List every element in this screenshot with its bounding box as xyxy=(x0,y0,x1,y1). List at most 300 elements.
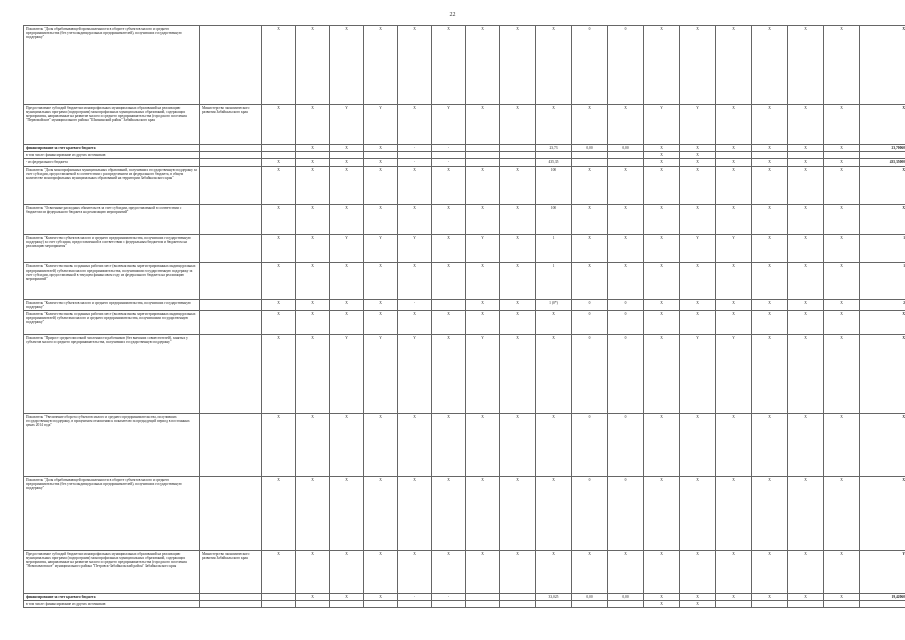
cell-value: X xyxy=(716,311,752,335)
cell-value: X xyxy=(296,235,330,263)
row-name: Показатель "Доля монопрофильных муниципальных образований, получивших государственную поддержку за счет субсидии, предоставляемой в соответствии с распределением из федерального бюджета, в общем количестве монопрофильных муниципальных образований на территории Забайкальского края" xyxy=(24,166,200,204)
cell-value: X xyxy=(644,476,680,551)
cell-value: X xyxy=(330,476,364,551)
cell-value: X xyxy=(788,551,824,593)
cell-value: - xyxy=(398,593,432,600)
cell-value: 0,00 xyxy=(608,145,644,152)
cell-value: X xyxy=(752,335,788,414)
cell-value: 23,73 xyxy=(536,145,572,152)
cell-value: X xyxy=(644,145,680,152)
row-executor xyxy=(200,476,262,551)
cell-value: X xyxy=(330,166,364,204)
cell-value: 0 xyxy=(572,299,608,310)
cell-value: X xyxy=(262,26,296,105)
row-executor xyxy=(200,263,262,299)
cell-value: X xyxy=(680,159,716,166)
cell-value: X xyxy=(644,551,680,593)
table-row xyxy=(24,204,905,234)
cell-value: X xyxy=(432,235,466,263)
cell-value xyxy=(608,159,644,166)
cell-value xyxy=(262,152,296,159)
page-number: 22 xyxy=(449,12,456,18)
cell-value: X xyxy=(500,299,536,310)
cell-value: X xyxy=(500,311,536,335)
cell-value: X xyxy=(644,152,680,159)
cell-value: X xyxy=(466,299,500,310)
cell-value: X xyxy=(824,335,860,414)
table-row xyxy=(24,600,905,607)
cell-value: X xyxy=(644,593,680,600)
cell-value xyxy=(364,600,398,607)
table-row xyxy=(24,476,905,551)
table-row xyxy=(24,299,905,310)
cell-value: 0 xyxy=(608,413,644,476)
cell-value xyxy=(788,152,824,159)
cell-value: Y xyxy=(330,104,364,144)
cell-value: 0,00 xyxy=(608,593,644,600)
table-row xyxy=(24,551,905,593)
cell-value: Y xyxy=(644,104,680,144)
cell-value xyxy=(608,600,644,607)
cell-value: X xyxy=(788,413,824,476)
cell-value: X xyxy=(752,413,788,476)
table-row xyxy=(24,166,905,204)
cell-value: X xyxy=(680,311,716,335)
row-executor xyxy=(200,159,262,166)
cell-value xyxy=(500,145,536,152)
cell-value: X xyxy=(296,159,330,166)
table-row xyxy=(24,145,905,152)
cell-value: 0 xyxy=(608,335,644,414)
cell-value: X xyxy=(432,335,466,414)
cell-value xyxy=(500,159,536,166)
cell-value: X xyxy=(262,551,296,593)
row-name: Показатель "Прирост среднесписочной численности работников (без внешних совместителей), занятых у субъектов малого и среднего предпринимательства, получивших государственную поддержку" xyxy=(24,335,200,414)
row-executor xyxy=(200,600,262,607)
cell-value: 1 xyxy=(860,235,905,263)
cell-value: X xyxy=(644,311,680,335)
row-name: Показатель "Доля обрабатывающей промышленности в обороте субъектов малого и среднего предпринимательства (без учета индивидуальных предпринимателей), получивших государственную поддержку" xyxy=(24,26,200,105)
row-executor xyxy=(200,235,262,263)
cell-value: X xyxy=(572,104,608,144)
cell-value: 0,00 xyxy=(572,145,608,152)
cell-value: X xyxy=(644,26,680,105)
table-row xyxy=(24,159,905,166)
cell-value: X xyxy=(536,413,572,476)
cell-value: X xyxy=(860,166,905,204)
cell-value xyxy=(536,600,572,607)
cell-value: X xyxy=(296,476,330,551)
cell-value: X xyxy=(788,159,824,166)
cell-value: X xyxy=(608,204,644,234)
cell-value xyxy=(262,600,296,607)
cell-value: X xyxy=(262,263,296,299)
cell-value: X xyxy=(824,311,860,335)
cell-value: X xyxy=(824,235,860,263)
row-name: Показатель "Увеличение оборота субъектов малого и среднего предпринимательства, получивших государственную поддержку, в процентном отношении к показателю за предыдущий период в постоянных ценах 2014 года" xyxy=(24,413,200,476)
cell-value: X xyxy=(824,145,860,152)
cell-value xyxy=(500,152,536,159)
cell-value: X xyxy=(572,551,608,593)
cell-value: Y xyxy=(860,551,905,593)
cell-value: Y xyxy=(330,235,364,263)
cell-value: Y xyxy=(364,104,398,144)
cell-value: X xyxy=(824,476,860,551)
cell-value: X xyxy=(262,204,296,234)
cell-value: X xyxy=(296,593,330,600)
cell-value: X xyxy=(572,204,608,234)
cell-value: 0 xyxy=(572,26,608,105)
cell-value: X xyxy=(824,104,860,144)
cell-value: X xyxy=(500,551,536,593)
table-row xyxy=(24,235,905,263)
cell-value: X xyxy=(716,204,752,234)
cell-value: X xyxy=(680,152,716,159)
cell-value: X xyxy=(536,26,572,105)
cell-value: X xyxy=(644,600,680,607)
cell-value: Y xyxy=(364,335,398,414)
cell-value: Y xyxy=(330,335,364,414)
cell-value: X xyxy=(680,299,716,310)
cell-value: X xyxy=(364,166,398,204)
cell-value: X xyxy=(536,311,572,335)
table-row xyxy=(24,26,905,105)
cell-value: 0 xyxy=(608,311,644,335)
cell-value: X xyxy=(752,145,788,152)
cell-value: - xyxy=(398,145,432,152)
cell-value: X xyxy=(296,299,330,310)
cell-value: X xyxy=(752,551,788,593)
cell-value: Y xyxy=(680,335,716,414)
cell-value: X xyxy=(364,263,398,299)
cell-value: X xyxy=(644,263,680,299)
cell-value: X xyxy=(262,311,296,335)
cell-value: X xyxy=(752,26,788,105)
cell-value: X xyxy=(752,299,788,310)
cell-value: 0 xyxy=(572,335,608,414)
cell-value: X xyxy=(572,235,608,263)
cell-value: X xyxy=(296,551,330,593)
cell-value xyxy=(466,145,500,152)
cell-value: X xyxy=(466,26,500,105)
table-row xyxy=(24,593,905,600)
cell-value: X xyxy=(398,476,432,551)
cell-value: Y xyxy=(466,235,500,263)
row-executor: Министерство экономического развития Забайкальского края xyxy=(200,551,262,593)
cell-value: - xyxy=(398,159,432,166)
cell-value: 0,00 xyxy=(572,593,608,600)
cell-value: X xyxy=(788,593,824,600)
row-name: финансирование за счет краевого бюджета xyxy=(24,593,200,600)
cell-value: X xyxy=(262,235,296,263)
row-executor xyxy=(200,311,262,335)
cell-value xyxy=(364,152,398,159)
cell-value: 33,025 xyxy=(536,593,572,600)
cell-value: Y xyxy=(432,104,466,144)
cell-value: X xyxy=(364,551,398,593)
cell-value: - xyxy=(398,299,432,310)
cell-value: X xyxy=(466,476,500,551)
cell-value xyxy=(432,600,466,607)
cell-value: X xyxy=(680,166,716,204)
table-row xyxy=(24,104,905,144)
cell-value: 19,42060 xyxy=(860,593,905,600)
cell-value: X xyxy=(398,26,432,105)
cell-value xyxy=(860,600,905,607)
table-body xyxy=(24,26,905,608)
cell-value: 1 xyxy=(536,235,572,263)
cell-value: X xyxy=(752,476,788,551)
cell-value: X xyxy=(330,299,364,310)
cell-value: X xyxy=(824,159,860,166)
cell-value: X xyxy=(296,104,330,144)
cell-value: 435,35 xyxy=(536,159,572,166)
cell-value xyxy=(500,600,536,607)
cell-value: X xyxy=(608,235,644,263)
cell-value: X xyxy=(500,166,536,204)
cell-value: 0 xyxy=(608,26,644,105)
cell-value: X xyxy=(752,166,788,204)
cell-value: X xyxy=(364,26,398,105)
cell-value: X xyxy=(296,26,330,105)
cell-value: X xyxy=(608,263,644,299)
cell-value: X xyxy=(860,26,905,105)
cell-value: X xyxy=(500,413,536,476)
cell-value xyxy=(824,600,860,607)
cell-value: X xyxy=(860,104,905,144)
cell-value: X xyxy=(608,166,644,204)
cell-value: X xyxy=(716,413,752,476)
cell-value: X xyxy=(262,476,296,551)
cell-value: 100 xyxy=(536,166,572,204)
cell-value: 1 xyxy=(860,263,905,299)
cell-value: X xyxy=(788,166,824,204)
cell-value: X xyxy=(466,166,500,204)
cell-value: X xyxy=(398,413,432,476)
row-executor xyxy=(200,299,262,310)
cell-value xyxy=(716,152,752,159)
cell-value: X xyxy=(364,204,398,234)
cell-value: 2 xyxy=(860,299,905,310)
cell-value: X xyxy=(432,26,466,105)
cell-value: 1 xyxy=(536,263,572,299)
cell-value: X xyxy=(644,166,680,204)
cell-value: X xyxy=(466,413,500,476)
cell-value: X xyxy=(788,263,824,299)
row-executor xyxy=(200,166,262,204)
cell-value: X xyxy=(716,145,752,152)
cell-value: - xyxy=(432,145,466,152)
cell-value: Y xyxy=(466,335,500,414)
cell-value xyxy=(398,600,432,607)
cell-value: X xyxy=(752,159,788,166)
cell-value: X xyxy=(716,159,752,166)
row-executor xyxy=(200,204,262,234)
cell-value: X xyxy=(644,335,680,414)
cell-value: Y xyxy=(364,235,398,263)
cell-value: X xyxy=(824,299,860,310)
cell-value: X xyxy=(432,263,466,299)
row-executor xyxy=(200,145,262,152)
cell-value: X xyxy=(398,551,432,593)
cell-value: Y xyxy=(680,235,716,263)
cell-value xyxy=(572,152,608,159)
cell-value: X xyxy=(788,26,824,105)
cell-value: X xyxy=(716,104,752,144)
cell-value xyxy=(466,159,500,166)
cell-value: X xyxy=(716,263,752,299)
cell-value: X xyxy=(680,413,716,476)
cell-value: X xyxy=(432,166,466,204)
row-name: Показатель "Количество вновь созданных рабочих мест (включая вновь зарегистрированных индивидуальных предпринимателей) субъектами малого предпринимательства, получившими государственную поддержку за счет субсидии, предоставленной в текущем финансовом году из федерального бюджета на реализацию мероприятий" xyxy=(24,263,200,299)
cell-value: X xyxy=(330,159,364,166)
cell-value: X xyxy=(398,204,432,234)
cell-value: X xyxy=(466,311,500,335)
cell-value: X xyxy=(500,204,536,234)
cell-value: X xyxy=(262,335,296,414)
cell-value: 23,70060 xyxy=(860,145,905,152)
cell-value xyxy=(432,299,466,310)
cell-value: X xyxy=(572,263,608,299)
cell-value xyxy=(752,600,788,607)
row-executor xyxy=(200,335,262,414)
cell-value: X xyxy=(364,311,398,335)
cell-value: Y xyxy=(680,104,716,144)
cell-value xyxy=(432,152,466,159)
cell-value: X xyxy=(824,413,860,476)
cell-value: X xyxy=(296,311,330,335)
cell-value: X xyxy=(364,593,398,600)
cell-value: X xyxy=(466,104,500,144)
row-name: Показатель "Количество субъектов малого и среднего предпринимательства, получивших государственную поддержку" xyxy=(24,299,200,310)
cell-value: X xyxy=(824,204,860,234)
row-name: Показатель "Освоенные расходных обязательств за счет субсидии, предоставленной в соответствии с бюджетом из федерального бюджета на реализацию мероприятий" xyxy=(24,204,200,234)
cell-value: X xyxy=(752,204,788,234)
row-executor xyxy=(200,413,262,476)
cell-value xyxy=(500,593,536,600)
cell-value: 1 (0*) xyxy=(536,299,572,310)
cell-value: X xyxy=(860,476,905,551)
cell-value: X xyxy=(680,600,716,607)
row-name: в том числе: финансирование из других источников: xyxy=(24,152,200,159)
row-name: Показатель "Количество субъектов малого и среднего предпринимательства, получивших государственную поддержку) за счет субсидии, предоставленной в соответствии с федеральным бюджетом и бюджетом на реализацию мероприятия" xyxy=(24,235,200,263)
cell-value: X xyxy=(296,145,330,152)
row-name: Показатель "Доля обрабатывающей промышленности в обороте субъектов малого и среднего предпринимательства (без учета индивидуальных предпринимателей), получивших государственную поддержку" xyxy=(24,476,200,551)
cell-value: X xyxy=(296,335,330,414)
cell-value: X xyxy=(860,204,905,234)
cell-value: X xyxy=(788,235,824,263)
cell-value: X xyxy=(680,26,716,105)
cell-value: X xyxy=(680,204,716,234)
cell-value: Y xyxy=(398,235,432,263)
cell-value: X xyxy=(330,204,364,234)
cell-value: X xyxy=(330,26,364,105)
cell-value: X xyxy=(608,104,644,144)
cell-value: 0 xyxy=(608,476,644,551)
row-name: финансирование за счет краевого бюджета xyxy=(24,145,200,152)
cell-value: X xyxy=(432,551,466,593)
cell-value xyxy=(262,593,296,600)
cell-value: X xyxy=(536,104,572,144)
cell-value: X xyxy=(432,476,466,551)
cell-value: - xyxy=(432,593,466,600)
cell-value: X xyxy=(680,263,716,299)
cell-value: 0 xyxy=(608,299,644,310)
cell-value xyxy=(398,152,432,159)
cell-value: X xyxy=(330,311,364,335)
cell-value: Y xyxy=(398,335,432,414)
cell-value: X xyxy=(644,159,680,166)
cell-value: X xyxy=(500,476,536,551)
cell-value: X xyxy=(680,593,716,600)
cell-value: X xyxy=(680,476,716,551)
cell-value: X xyxy=(262,104,296,144)
cell-value: X xyxy=(364,476,398,551)
cell-value xyxy=(296,600,330,607)
cell-value xyxy=(466,152,500,159)
cell-value: X xyxy=(680,551,716,593)
cell-value xyxy=(262,145,296,152)
cell-value xyxy=(788,600,824,607)
cell-value: X xyxy=(644,413,680,476)
table-row xyxy=(24,311,905,335)
cell-value: X xyxy=(752,311,788,335)
cell-value: 0 xyxy=(572,476,608,551)
cell-value: X xyxy=(536,335,572,414)
table-row xyxy=(24,263,905,299)
cell-value: X xyxy=(644,299,680,310)
cell-value: X xyxy=(860,413,905,476)
cell-value: X xyxy=(364,299,398,310)
row-name: - из федерального бюджета xyxy=(24,159,200,166)
row-executor: Министерство экономического развития Забайкальского края xyxy=(200,104,262,144)
cell-value: X xyxy=(432,204,466,234)
cell-value xyxy=(466,593,500,600)
cell-value: X xyxy=(824,166,860,204)
cell-value: X xyxy=(330,551,364,593)
row-name: Показатель "Количество вновь созданных рабочих мест (включая вновь зарегистрированных индивидуальных предпринимателей) субъектами малого и среднего предпринимательства, получившими государственную поддержку" xyxy=(24,311,200,335)
cell-value: X xyxy=(644,235,680,263)
cell-value xyxy=(330,600,364,607)
cell-value: X xyxy=(296,166,330,204)
cell-value: X xyxy=(680,145,716,152)
cell-value xyxy=(860,152,905,159)
cell-value: X xyxy=(824,263,860,299)
cell-value: X xyxy=(716,593,752,600)
cell-value: X xyxy=(296,263,330,299)
row-executor xyxy=(200,152,262,159)
cell-value xyxy=(716,600,752,607)
cell-value: X xyxy=(536,551,572,593)
cell-value: X xyxy=(608,551,644,593)
cell-value: Y xyxy=(716,335,752,414)
cell-value: X xyxy=(788,335,824,414)
cell-value: X xyxy=(364,413,398,476)
program-table xyxy=(23,25,905,608)
cell-value: X xyxy=(716,299,752,310)
cell-value: X xyxy=(788,204,824,234)
cell-value: - xyxy=(432,159,466,166)
cell-value: X xyxy=(788,104,824,144)
cell-value: X xyxy=(398,104,432,144)
cell-value: X xyxy=(860,335,905,414)
cell-value: X xyxy=(716,26,752,105)
row-executor xyxy=(200,593,262,600)
cell-value: X xyxy=(330,145,364,152)
cell-value: X xyxy=(262,159,296,166)
cell-value: X xyxy=(466,551,500,593)
cell-value: X xyxy=(716,476,752,551)
